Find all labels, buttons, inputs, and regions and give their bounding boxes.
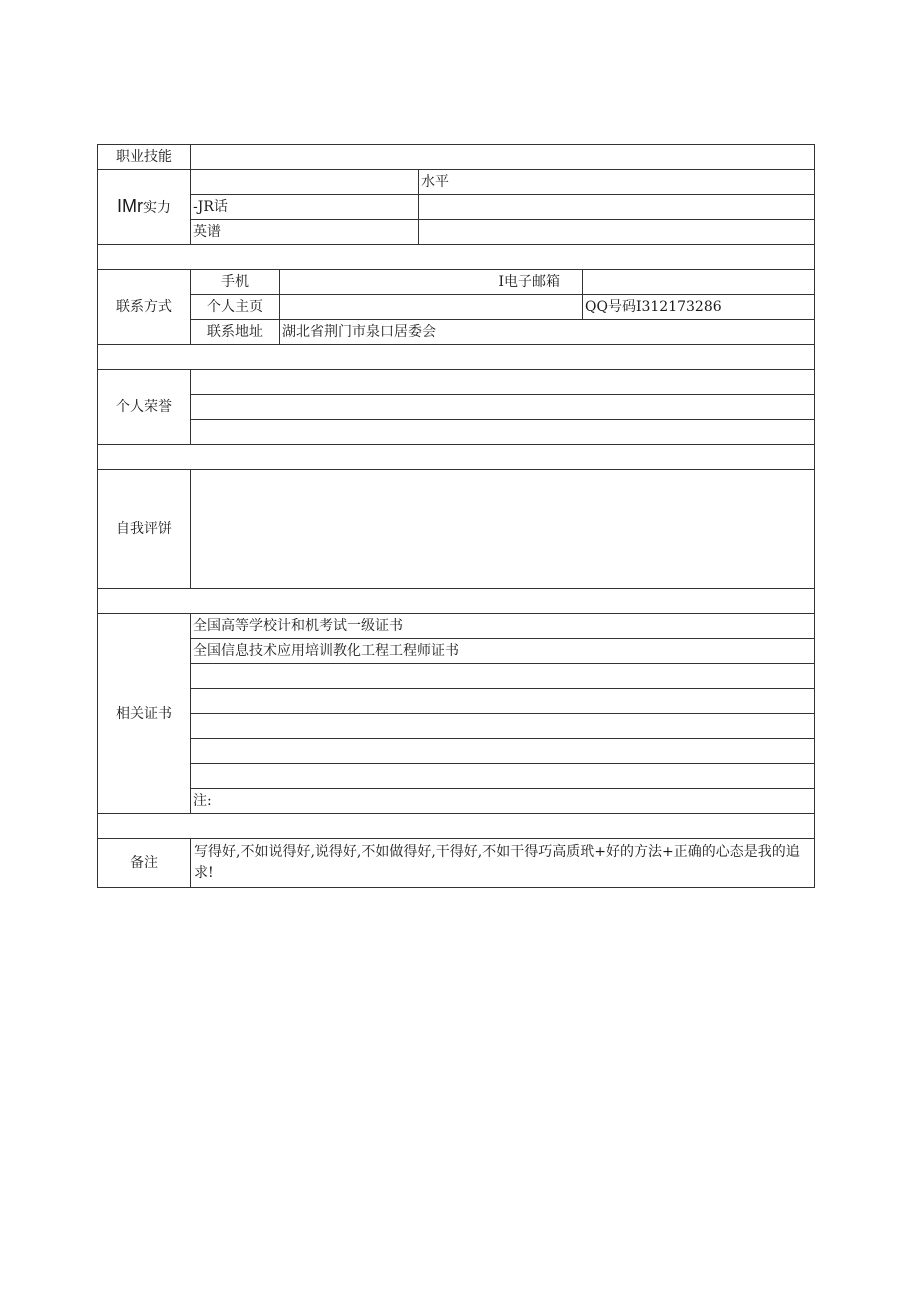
certificate-note: 注: [191,789,815,814]
spacer-row [98,345,815,370]
language-header-row [98,170,815,195]
certificate-entry[interactable] [191,714,815,739]
honor-row [98,370,815,395]
certificate-note-row [98,789,815,814]
skills-row [98,145,815,170]
honor-entry[interactable] [191,395,815,420]
language-row [98,195,815,220]
self-eval-label: 自我评饼 [98,470,191,589]
language-label-small: 实力 [143,200,171,216]
certificates-label: 相关证书 [98,614,191,814]
honor-row [98,395,815,420]
contact-phone-row [98,270,815,295]
address-value: 湖北省荆门市泉口居委会 [280,320,815,345]
language-label [98,170,191,245]
certificate-entry: 全国高等学校计和机考试一级证书 [191,614,815,639]
skills-value[interactable] [191,145,815,170]
remarks-label: 备注 [98,839,191,888]
email-value[interactable] [583,270,815,295]
contact-label: 联系方式 [98,270,191,345]
email-label: I电子邮箱 [280,270,583,295]
certificate-entry: 全国信息技术应用培训教化工程工程师证书 [191,639,815,664]
self-eval-value[interactable] [191,470,815,589]
remarks-row [98,839,815,888]
resume-table [97,144,815,888]
honor-entry[interactable] [191,370,815,395]
certificate-row [98,714,815,739]
spacer-cell [98,245,815,270]
spacer-row [98,245,815,270]
certificate-entry[interactable] [191,664,815,689]
spacer-row [98,814,815,839]
qq-text: QQ号码I312173286 [583,295,815,320]
certificate-row [98,739,815,764]
homepage-value[interactable] [280,295,583,320]
language-label-big: IMr [117,196,143,216]
language-level-header: 水平 [419,170,815,195]
language-row [98,220,815,245]
certificate-row [98,689,815,714]
self-eval-row [98,470,815,589]
phone-label: 手机 [191,270,280,295]
language-level[interactable] [419,195,815,220]
honor-entry[interactable] [191,420,815,445]
language-header-blank [191,170,419,195]
spacer-cell [98,345,815,370]
resume-form [97,144,814,888]
spacer-cell [98,589,815,614]
spacer-row [98,589,815,614]
language-name: 英谱 [191,220,419,245]
contact-homepage-row [98,295,815,320]
certificate-row [98,614,815,639]
remarks-text: 写得好,不如说得好,说得好,不如做得好,干得好,不如干得巧高质玳+好的方法+正确的心态是我的追求! [191,839,815,888]
language-level[interactable] [419,220,815,245]
address-label: 联系地址 [191,320,280,345]
spacer-cell [98,445,815,470]
contact-address-row [98,320,815,345]
homepage-label: 个人主页 [191,295,280,320]
skills-label: 职业技能 [98,145,191,170]
certificate-row [98,639,815,664]
certificate-row [98,664,815,689]
certificate-entry[interactable] [191,689,815,714]
certificate-row [98,764,815,789]
spacer-cell [98,814,815,839]
certificate-entry[interactable] [191,764,815,789]
honor-row [98,420,815,445]
honors-label: 个人荣誉 [98,370,191,445]
certificate-entry[interactable] [191,739,815,764]
spacer-row [98,445,815,470]
language-name: -JR话 [191,195,419,220]
